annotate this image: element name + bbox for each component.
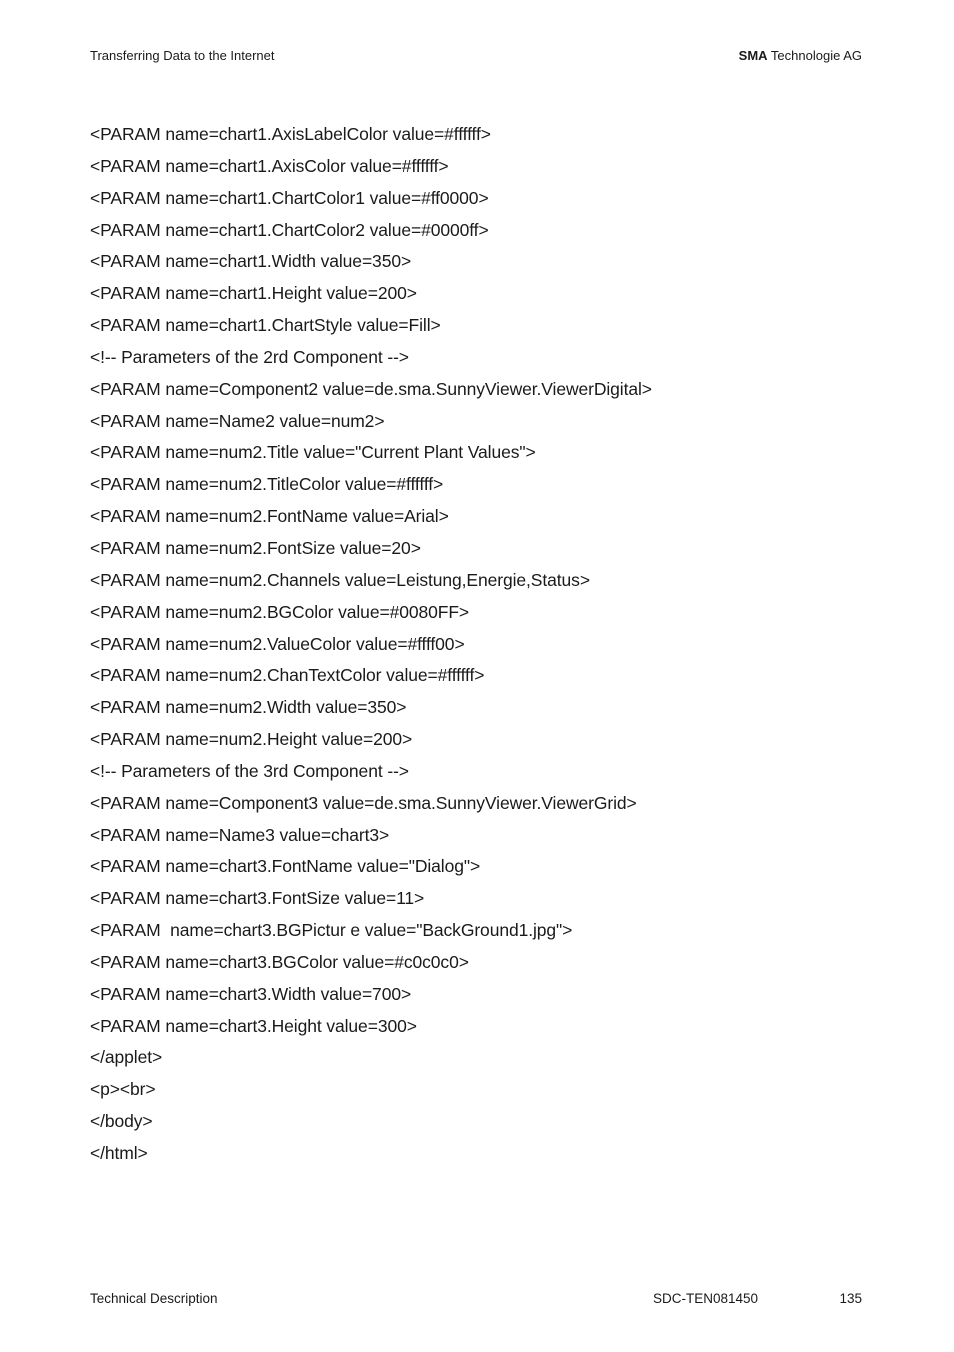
company-brand: SMA — [738, 48, 768, 63]
code-line: <PARAM name=num2.TitleColor value=#ffffff> — [90, 474, 444, 495]
code-line: <PARAM name=Name2 value=num2> — [90, 410, 385, 431]
code-line: <PARAM name=chart3.BGPictur e value="BackGround1.jpg"> — [90, 920, 573, 941]
page-number: 135 — [839, 1291, 862, 1306]
code-line: <!-- Parameters of the 3rd Component --> — [90, 760, 409, 781]
code-line: <PARAM name=chart1.AxisLabelColor value=#ffffff> — [90, 124, 491, 144]
code-line: <PARAM name=num2.Channels value=Leistung,Energie,Status> — [90, 569, 590, 590]
code-line: <PARAM name=num2.ChanTextColor value=#ffffff> — [90, 665, 485, 686]
page-header — [90, 47, 862, 65]
code-line: </body> — [90, 1111, 153, 1132]
code-line: <PARAM name=Name3 value=chart3> — [90, 824, 390, 845]
company-name-suffix: Technologie AG — [767, 48, 862, 63]
document-id: SDC-TEN081450 — [653, 1291, 759, 1306]
code-line: <PARAM name=chart3.FontSize value=11> — [90, 888, 425, 909]
code-line: <PARAM name=chart3.Width value=700> — [90, 983, 412, 1004]
code-line: <PARAM name=chart1.ChartColor2 value=#0000ff> — [90, 219, 489, 240]
code-line: <p><br> — [90, 1079, 156, 1100]
code-line: <PARAM name=num2.FontName value=Arial> — [90, 506, 449, 527]
code-line: <PARAM name=chart1.Height value=200> — [90, 283, 417, 304]
code-line: <PARAM name=Component2 value=de.sma.SunnyViewer.ViewerDigital> — [90, 378, 652, 399]
code-line: <PARAM name=num2.Height value=200> — [90, 729, 413, 750]
code-line: <PARAM name=Component3 value=de.sma.SunnyViewer.ViewerGrid> — [90, 792, 637, 813]
code-line: <PARAM name=chart3.FontName value="Dialog"> — [90, 856, 481, 877]
section-title: Transferring Data to the Internet — [90, 48, 275, 63]
code-line: <PARAM name=num2.Title value="Current Plant Values"> — [90, 442, 536, 463]
code-line: <PARAM name=num2.FontSize value=20> — [90, 537, 421, 558]
page-footer — [90, 1290, 862, 1308]
code-line: <PARAM name=chart1.Width value=350> — [90, 251, 412, 272]
code-line: </applet> — [90, 1047, 163, 1068]
code-line: <PARAM name=num2.BGColor value=#0080FF> — [90, 601, 470, 622]
code-line: <!-- Parameters of the 2rd Component --> — [90, 346, 409, 367]
code-line: <PARAM name=chart3.Height value=300> — [90, 1015, 417, 1036]
document-type: Technical Description — [90, 1291, 218, 1306]
company-name — [739, 47, 862, 65]
code-listing — [90, 119, 870, 1170]
code-line: <PARAM name=chart3.BGColor value=#c0c0c0> — [90, 951, 469, 972]
code-line: <PARAM name=num2.ValueColor value=#ffff00> — [90, 633, 465, 654]
code-line: <PARAM name=chart1.ChartColor1 value=#ff0000> — [90, 187, 489, 208]
code-line: <PARAM name=chart1.ChartStyle value=Fill> — [90, 315, 441, 336]
code-line: <PARAM name=chart1.AxisColor value=#ffffff> — [90, 155, 449, 176]
code-line: <PARAM name=num2.Width value=350> — [90, 697, 407, 718]
code-line: </html> — [90, 1143, 148, 1163]
